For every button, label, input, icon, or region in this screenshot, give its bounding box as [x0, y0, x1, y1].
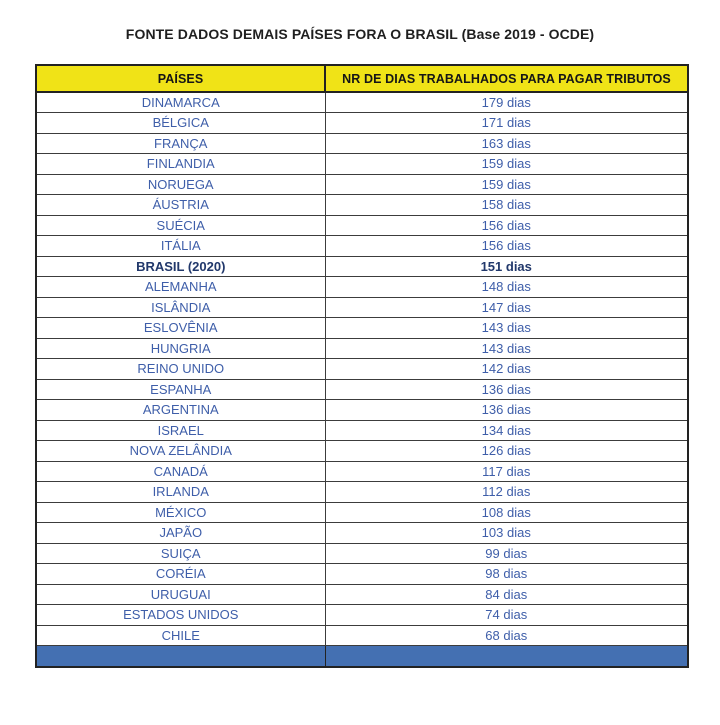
- table-row: [36, 523, 688, 544]
- days-cell: 156 dias: [325, 236, 688, 257]
- country-cell: ESLOVÊNIA: [36, 318, 325, 339]
- country-cell: NORUEGA: [36, 174, 325, 195]
- days-cell: 147 dias: [325, 297, 688, 318]
- country-cell: URUGUAI: [36, 584, 325, 605]
- countries-table: [35, 64, 689, 668]
- country-cell: ITÁLIA: [36, 236, 325, 257]
- days-cell: 159 dias: [325, 154, 688, 175]
- table-row: [36, 174, 688, 195]
- days-cell: 99 dias: [325, 543, 688, 564]
- table-row: [36, 605, 688, 626]
- days-cell: 142 dias: [325, 359, 688, 380]
- days-cell: 84 dias: [325, 584, 688, 605]
- table-row: [36, 113, 688, 134]
- country-cell: DINAMARCA: [36, 92, 325, 113]
- country-cell: ÁUSTRIA: [36, 195, 325, 216]
- country-cell: ESTADOS UNIDOS: [36, 605, 325, 626]
- table-row: [36, 564, 688, 585]
- days-cell: 158 dias: [325, 195, 688, 216]
- page-title: FONTE DADOS DEMAIS PAÍSES FORA O BRASIL (Base 2019 - OCDE): [125, 26, 595, 42]
- country-cell: JAPÃO: [36, 523, 325, 544]
- country-cell: FRANÇA: [36, 133, 325, 154]
- days-cell: 136 dias: [325, 400, 688, 421]
- table-row: [36, 92, 688, 113]
- table-row: [36, 441, 688, 462]
- days-cell: 126 dias: [325, 441, 688, 462]
- table-row: [36, 461, 688, 482]
- table-row: [36, 400, 688, 421]
- country-cell: SUÉCIA: [36, 215, 325, 236]
- country-cell: MÉXICO: [36, 502, 325, 523]
- days-cell: 151 dias: [325, 256, 688, 277]
- table-row: [36, 318, 688, 339]
- table-row: [36, 359, 688, 380]
- country-cell: ALEMANHA: [36, 277, 325, 298]
- table-row: [36, 543, 688, 564]
- table-header: [36, 65, 688, 92]
- country-cell: FINLANDIA: [36, 154, 325, 175]
- days-cell: 98 dias: [325, 564, 688, 585]
- country-cell: ESPANHA: [36, 379, 325, 400]
- days-cell: 136 dias: [325, 379, 688, 400]
- table-row: [36, 379, 688, 400]
- days-cell: 159 dias: [325, 174, 688, 195]
- table-row: [36, 502, 688, 523]
- footer-bar-cell: [36, 646, 325, 667]
- days-cell: 74 dias: [325, 605, 688, 626]
- table-body: [36, 92, 688, 646]
- column-header-dias-trabalhados: NR DE DIAS TRABALHADOS PARA PAGAR TRIBUTOS: [325, 65, 688, 92]
- days-cell: 117 dias: [325, 461, 688, 482]
- country-cell: ISLÂNDIA: [36, 297, 325, 318]
- table-row: [36, 584, 688, 605]
- country-cell: BRASIL (2020): [36, 256, 325, 277]
- header-row: [36, 65, 688, 92]
- country-cell: IRLANDA: [36, 482, 325, 503]
- country-cell: BÉLGICA: [36, 113, 325, 134]
- footer-bar: [36, 646, 688, 667]
- country-cell: HUNGRIA: [36, 338, 325, 359]
- days-cell: 179 dias: [325, 92, 688, 113]
- days-cell: 171 dias: [325, 113, 688, 134]
- table-row: [36, 154, 688, 175]
- table-row: [36, 195, 688, 216]
- days-cell: 163 dias: [325, 133, 688, 154]
- days-cell: 143 dias: [325, 318, 688, 339]
- table-row: [36, 215, 688, 236]
- days-cell: 148 dias: [325, 277, 688, 298]
- table-row: [36, 625, 688, 646]
- table-row-highlight: [36, 256, 688, 277]
- country-cell: REINO UNIDO: [36, 359, 325, 380]
- country-cell: SUIÇA: [36, 543, 325, 564]
- country-cell: ISRAEL: [36, 420, 325, 441]
- footer-bar-cell: [325, 646, 688, 667]
- days-cell: 68 dias: [325, 625, 688, 646]
- table-row: [36, 277, 688, 298]
- days-cell: 156 dias: [325, 215, 688, 236]
- table-row: [36, 297, 688, 318]
- table-row: [36, 420, 688, 441]
- country-cell: ARGENTINA: [36, 400, 325, 421]
- days-cell: 134 dias: [325, 420, 688, 441]
- country-cell: CORÉIA: [36, 564, 325, 585]
- days-cell: 112 dias: [325, 482, 688, 503]
- country-cell: CANADÁ: [36, 461, 325, 482]
- country-cell: CHILE: [36, 625, 325, 646]
- table-row: [36, 236, 688, 257]
- table-row: [36, 482, 688, 503]
- column-header-paises: PAÍSES: [36, 65, 325, 92]
- days-cell: 108 dias: [325, 502, 688, 523]
- days-cell: 143 dias: [325, 338, 688, 359]
- table-row: [36, 338, 688, 359]
- days-cell: 103 dias: [325, 523, 688, 544]
- country-cell: NOVA ZELÂNDIA: [36, 441, 325, 462]
- table-row: [36, 133, 688, 154]
